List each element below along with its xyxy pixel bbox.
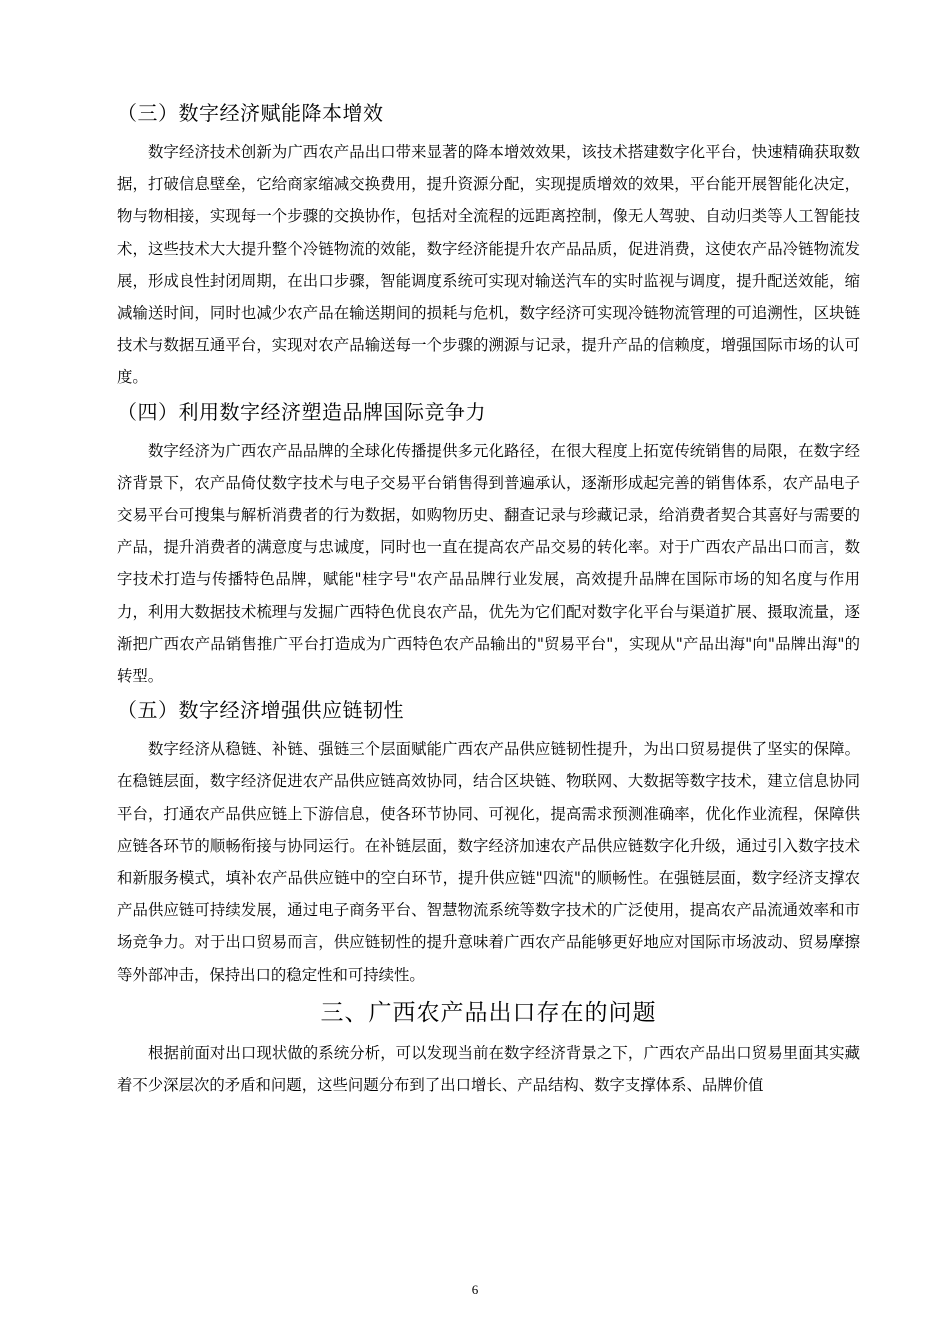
page-number: 6 bbox=[471, 1282, 479, 1297]
section-paragraph-5: 数字经济从稳链、补链、强链三个层面赋能广西农产品供应链韧性提升，为出口贸易提供了坚实的保障。在稳链层面，数字经济促进农产品供应链高效协同，结合区块链、物联网、大数据等数字技术，建立信息协同平台，打通农产品供应链上下游信息，使各环节协同、可视化，提高需求预测准确率，优化作业流程，保障供应链各环节的顺畅衔接与协同运行。在补链层面，数字经济加速农产品供应链数字化升级，通过引入数字技术和新服务模式，填补农产品供应链中的空白环节，提升供应链"四流"的顺畅性。在强链层面，数字经济支撑农产品供应链可持续发展，通过电子商务平台、智慧物流系统等数字技术的广泛使用，提高农产品流通效率和市场竞争力。对于出口贸易而言，供应链韧性的提升意味着广西农产品能够更好地应对国际市场波动、贸易摩擦等外部冲击，保持出口的稳定性和可持续性。 bbox=[117, 740, 860, 984]
section-heading-3: （三）数字经济赋能降本增效 bbox=[117, 101, 384, 125]
chapter-paragraph: 根据前面对出口现状做的系统分析，可以发现当前在数字经济背景之下，广西农产品出口贸易里面其实藏着不少深层次的矛盾和问题，这些问题分布到了出口增长、产品结构、数字支撑体系、品牌价值 bbox=[117, 1043, 860, 1095]
section-paragraph-4: 数字经济为广西农产品品牌的全球化传播提供多元化路径，在很大程度上拓宽传统销售的局限，在数字经济背景下，农产品倚仗数字技术与电子交易平台销售得到普遍承认，逐渐形成起完善的销售体系，农产品电子交易平台可搜集与解析消费者的行为数据，如购物历史、翻查记录与珍藏记录，给消费者契合其喜好与需要的产品，提升消费者的满意度与忠诚度，同时也一直在提高农产品交易的转化率。对于广西农产品出口而言，数字技术打造与传播特色品牌，赋能"桂字号"农产品品牌行业发展，高效提升品牌在国际市场的知名度与作用力，利用大数据技术梳理与发掘广西特色优良农产品，优先为它们配对数字化平台与渠道扩展、摄取流量，逐渐把广西农产品销售推广平台打造成为广西特色农产品输出的"贸易平台"，实现从"产品出海"向"品牌出海"的转型。 bbox=[117, 441, 860, 686]
page-content bbox=[117, 95, 860, 1103]
chapter-heading: 三、广西农产品出口存在的问题 bbox=[320, 999, 657, 1026]
section-heading-5: （五）数字经济增强供应链韧性 bbox=[117, 698, 404, 723]
section-heading-4: （四）利用数字经济塑造品牌国际竞争力 bbox=[117, 399, 486, 424]
section-paragraph-3: 数字经济技术创新为广西农产品出口带来显著的降本增效效果，该技术搭建数字化平台，快速精确获取数据，打破信息壁垒，它给商家缩减交换费用，提升资源分配，实现提质增效的效果，平台能开展智能化决定，物与物相接，实现每一个步骤的交换协作，包括对全流程的远距离控制，像无人驾驶、自动归类等人工智能技术，这些技术大大提升整个冷链物流的效能，数字经济能提升农产品品质，促进消费，这使农产品冷链物流发展，形成良性封闭周期，在出口步骤，智能调度系统可实现对输送汽车的实时监视与调度，提升配送效能，缩减输送时间，同时也减少农产品在输送期间的损耗与危机，数字经济可实现冷链物流管理的可追溯性，区块链技术与数据互通平台，实现对农产品输送每一个步骤的溯源与记录，提升产品的信赖度，增强国际市场的认可度。 bbox=[117, 143, 860, 387]
